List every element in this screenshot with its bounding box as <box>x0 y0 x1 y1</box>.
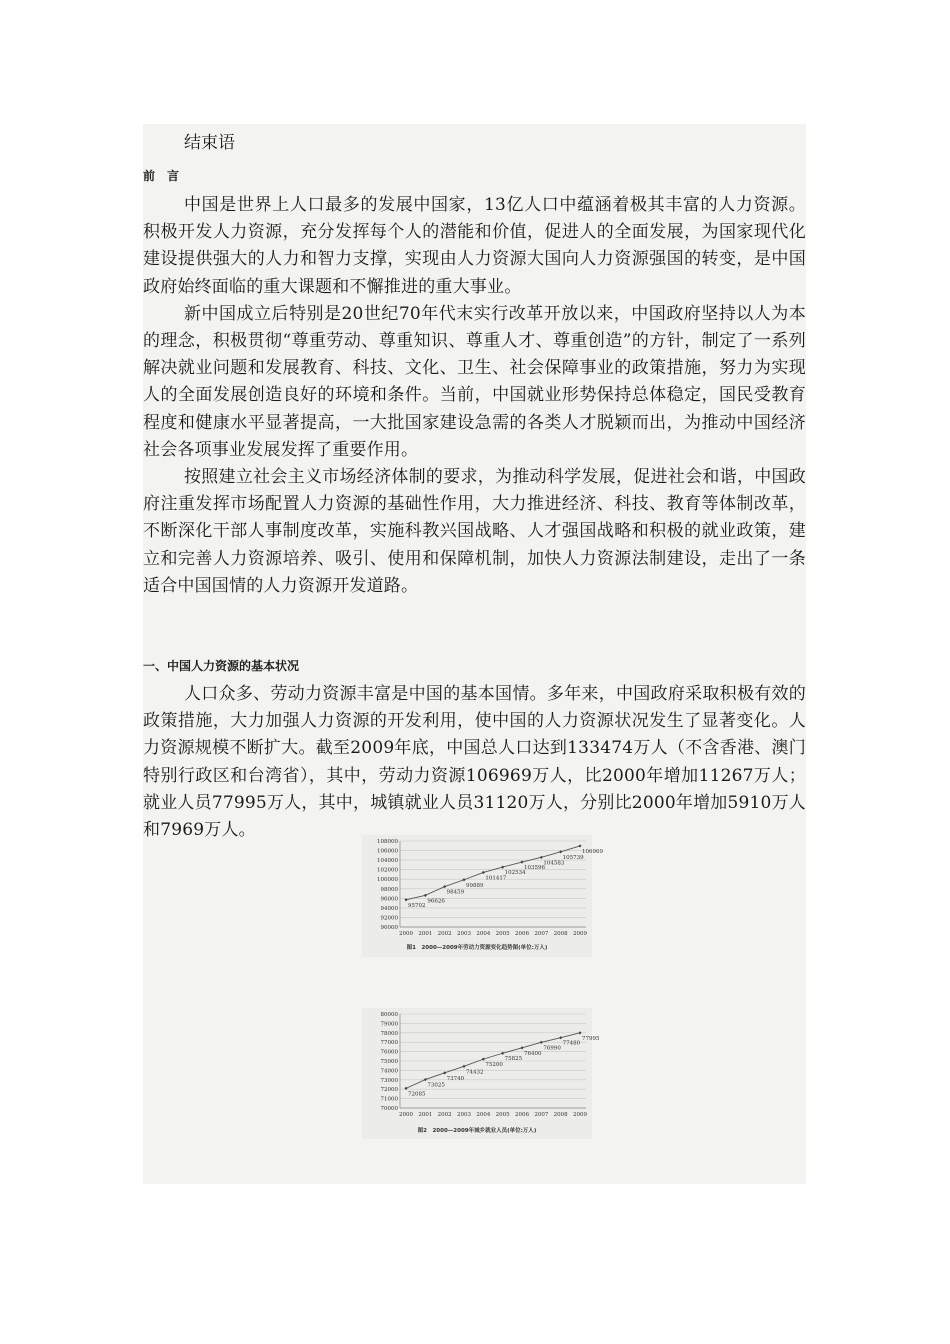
x-tick-label: 2004 <box>476 931 491 937</box>
series-line <box>406 846 580 900</box>
x-tick-label: 2006 <box>515 1112 529 1118</box>
chart-1-svg <box>362 835 603 957</box>
x-tick-label: 2004 <box>476 1112 491 1118</box>
x-tick-label: 2000 <box>399 931 413 937</box>
x-tick-label: 2005 <box>495 931 510 937</box>
data-label: 105739 <box>562 854 584 861</box>
y-tick-label: 108000 <box>377 839 398 845</box>
data-label: 95702 <box>408 902 426 909</box>
y-tick-label: 100000 <box>377 877 398 884</box>
data-label: 103596 <box>524 865 545 872</box>
y-tick-label: 106000 <box>377 848 398 855</box>
data-label: 101417 <box>485 875 507 882</box>
x-tick-label: 2002 <box>437 931 452 937</box>
figure-1-labor-resources-chart <box>362 835 603 957</box>
data-label: 96626 <box>427 898 445 905</box>
section1-paragraph: 人口众多、劳动力资源丰富是中国的基本国情。多年来，中国政府采取积极有效的政策措施，大力加强人力资源的开发利用，使中国的人力资源状况发生了显著变化。人力资源规模不断扩大。截至2009年底，中国总人口达到133474万人（不含香港、澳门特别行政区和台湾省），其中，劳动力资源106969万人，比2000年增加11267万人；就业人员77995万人，其中，城镇就业人员31120万人，分别比2000年增加5910万人和7969万人。 <box>143 684 806 841</box>
data-label: 77995 <box>582 1035 600 1042</box>
y-tick-label: 104000 <box>377 858 398 865</box>
figure-2-employment-chart <box>362 1008 600 1139</box>
data-label: 77480 <box>562 1040 581 1047</box>
preface-body <box>143 192 806 600</box>
data-point <box>501 1052 504 1055</box>
x-tick-label: 2008 <box>553 931 568 937</box>
figure-caption: 图2 2000—2009年城乡就业人员(单位:万人) <box>417 1128 537 1134</box>
data-label: 98459 <box>446 889 465 896</box>
y-tick-label: 90000 <box>380 925 398 931</box>
data-point <box>501 866 504 869</box>
data-point <box>520 1046 523 1049</box>
x-tick-label: 2001 <box>418 1112 433 1118</box>
section1-body <box>143 681 806 844</box>
data-point <box>462 878 465 881</box>
x-tick-label: 2005 <box>495 1112 510 1118</box>
y-tick-label: 78000 <box>380 1030 398 1037</box>
y-tick-label: 75000 <box>380 1059 398 1065</box>
data-point <box>404 898 407 901</box>
data-point <box>578 844 581 847</box>
data-label: 75825 <box>504 1056 523 1063</box>
x-tick-label: 2006 <box>515 931 529 937</box>
y-tick-label: 74000 <box>380 1068 398 1075</box>
data-point <box>482 1058 485 1061</box>
data-label: 106969 <box>582 848 603 855</box>
data-label: 76990 <box>543 1045 561 1052</box>
y-tick-label: 98000 <box>380 886 398 893</box>
data-label: 76400 <box>524 1050 542 1057</box>
data-point <box>578 1031 581 1034</box>
ending-heading: 结束语 <box>184 133 235 153</box>
y-tick-label: 102000 <box>377 867 398 874</box>
x-tick-label: 2001 <box>418 931 433 937</box>
data-label: 99889 <box>466 882 484 889</box>
x-tick-label: 2009 <box>573 1112 587 1118</box>
y-tick-label: 92000 <box>380 915 398 922</box>
data-point <box>540 1041 543 1044</box>
preface-paragraph: 新中国成立后特别是20世纪70年代末实行改革开放以来，中国政府坚持以人为本的理念，积极贯彻“尊重劳动、尊重知识、尊重人才、尊重创造”的方针，制定了一系列解决就业问题和发展教育、科技、文化、卫生、社会保障事业的政策措施，努力为实现人的全面发展创造良好的环境和条件。当前，中国就业形势保持总体稳定，国民受教育程度和健康水平显著提高，一大批国家建设急需的各类人才脱颖而出，为推动中国经济社会各项事业发展发挥了重要作用。 <box>143 303 806 460</box>
data-point <box>443 885 446 888</box>
data-point <box>559 1036 562 1039</box>
data-label: 72085 <box>408 1091 426 1098</box>
data-point <box>424 894 427 897</box>
data-point <box>540 856 543 859</box>
y-tick-label: 77000 <box>380 1040 398 1047</box>
data-label: 73025 <box>427 1082 445 1089</box>
x-tick-label: 2009 <box>573 931 587 937</box>
y-tick-label: 71000 <box>380 1096 398 1103</box>
x-tick-label: 2000 <box>399 1112 413 1118</box>
data-point <box>482 871 485 874</box>
data-label: 102534 <box>504 870 526 877</box>
y-tick-label: 76000 <box>380 1049 398 1056</box>
data-label: 73740 <box>446 1075 465 1082</box>
y-tick-label: 73000 <box>380 1077 398 1084</box>
y-tick-label: 72000 <box>380 1087 398 1094</box>
chart-2-svg <box>362 1008 600 1139</box>
x-tick-label: 2007 <box>534 1112 549 1118</box>
preface-paragraph: 按照建立社会主义市场经济体制的要求，为推动科学发展，促进社会和谐，中国政府注重发挥市场配置人力资源的基础性作用，大力推进经济、科技、教育等体制改革，不断深化干部人事制度改革，实施科教兴国战略、人才强国战略和积极的就业政策，建立和完善人力资源培养、吸引、使用和保障机制，加快人力资源法制建设，走出了一条适合中国国情的人力资源开发道路。 <box>143 467 806 596</box>
y-tick-label: 94000 <box>380 905 398 912</box>
x-tick-label: 2008 <box>553 1112 568 1118</box>
data-point <box>443 1071 446 1074</box>
y-tick-label: 80000 <box>380 1012 398 1018</box>
y-tick-label: 79000 <box>380 1021 398 1028</box>
data-point <box>404 1087 407 1090</box>
data-label: 75200 <box>485 1062 503 1069</box>
preface-paragraph: 中国是世界上人口最多的发展中国家，13亿人口中蕴涵着极其丰富的人力资源。积极开发人力资源，充分发挥每个人的潜能和价值，促进人的全面发展，为国家现代化建设提供强大的人力和智力支撑，实现由人力资源大国向人力资源强国的转变，是中国政府始终面临的重大课题和不懈推进的重大事业。 <box>143 195 806 297</box>
section1-title: 一、中国人力资源的基本状况 <box>143 659 300 673</box>
x-tick-label: 2002 <box>437 1112 452 1118</box>
data-point <box>520 860 523 863</box>
preface-title: 前 言 <box>143 169 180 183</box>
data-point <box>462 1065 465 1068</box>
x-tick-label: 2003 <box>457 1112 471 1118</box>
figure-caption: 图1 2000—2009年劳动力资源变化趋势图(单位:万人) <box>406 945 548 951</box>
data-label: 104583 <box>543 860 565 867</box>
x-tick-label: 2003 <box>457 931 471 937</box>
data-label: 74432 <box>466 1069 484 1076</box>
x-tick-label: 2007 <box>534 931 549 937</box>
data-point <box>424 1078 427 1081</box>
y-tick-label: 96000 <box>380 896 398 903</box>
y-tick-label: 70000 <box>380 1106 398 1112</box>
